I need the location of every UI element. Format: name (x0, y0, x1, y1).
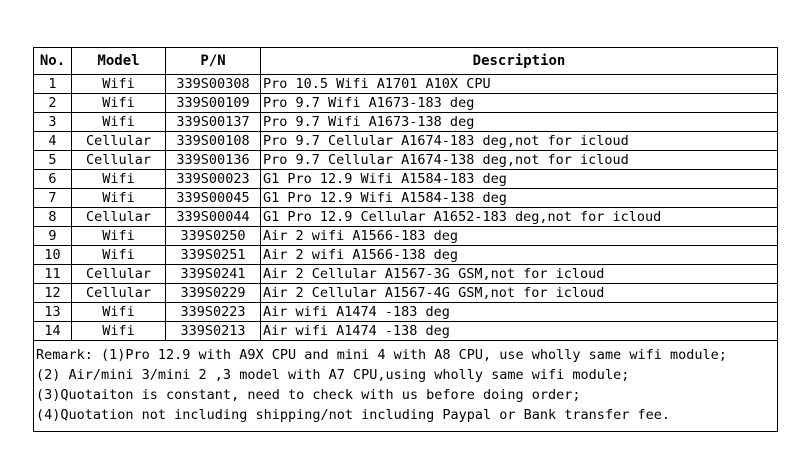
cell-description: G1 Pro 12.9 Wifi A1584-138 deg (261, 189, 778, 208)
parts-table (33, 47, 778, 432)
table-row (34, 75, 778, 94)
cell-model: Wifi (72, 189, 166, 208)
table-row (34, 189, 778, 208)
header-description: Description (261, 48, 778, 75)
cell-description: Pro 9.7 Cellular A1674-138 deg,not for icloud (261, 151, 778, 170)
cell-model: Cellular (72, 208, 166, 227)
remark-line: (3)Quotaiton is constant, need to check with us before doing order; (36, 387, 581, 403)
remark-line: Remark: (1)Pro 12.9 with A9X CPU and mini 4 with A8 CPU, use wholly same wifi module; (36, 347, 727, 363)
cell-description: Pro 10.5 Wifi A1701 A10X CPU (261, 75, 778, 94)
cell-no: 8 (34, 208, 72, 227)
cell-pn: 339S00137 (166, 113, 261, 132)
cell-pn: 339S00023 (166, 170, 261, 189)
table-row (34, 151, 778, 170)
header-no: No. (34, 48, 72, 75)
cell-pn: 339S00108 (166, 132, 261, 151)
cell-model: Wifi (72, 170, 166, 189)
table-row (34, 113, 778, 132)
cell-pn: 339S0229 (166, 284, 261, 303)
remark-line: (2) Air/mini 3/mini 2 ,3 model with A7 CPU,using wholly same wifi module; (36, 367, 630, 383)
cell-model: Cellular (72, 265, 166, 284)
cell-model: Wifi (72, 246, 166, 265)
cell-no: 10 (34, 246, 72, 265)
table-row (34, 284, 778, 303)
cell-pn: 339S00308 (166, 75, 261, 94)
cell-description: Pro 9.7 Wifi A1673-138 deg (261, 113, 778, 132)
cell-no: 5 (34, 151, 72, 170)
table-row (34, 94, 778, 113)
cell-model: Wifi (72, 75, 166, 94)
cell-model: Wifi (72, 227, 166, 246)
cell-no: 1 (34, 75, 72, 94)
cell-pn: 339S0223 (166, 303, 261, 322)
header-pn: P/N (166, 48, 261, 75)
table-row (34, 170, 778, 189)
cell-model: Wifi (72, 113, 166, 132)
cell-no: 3 (34, 113, 72, 132)
cell-description: Air wifi A1474 -138 deg (261, 322, 778, 341)
cell-pn: 339S0241 (166, 265, 261, 284)
cell-pn: 339S00136 (166, 151, 261, 170)
table-row (34, 322, 778, 341)
cell-description: Air wifi A1474 -183 deg (261, 303, 778, 322)
cell-description: Air 2 wifi A1566-183 deg (261, 227, 778, 246)
cell-pn: 339S00044 (166, 208, 261, 227)
cell-model: Cellular (72, 284, 166, 303)
cell-no: 6 (34, 170, 72, 189)
cell-model: Wifi (72, 94, 166, 113)
cell-pn: 339S0213 (166, 322, 261, 341)
cell-description: G1 Pro 12.9 Cellular A1652-183 deg,not for icloud (261, 208, 778, 227)
remark-line: (4)Quotation not including shipping/not including Paypal or Bank transfer fee. (36, 407, 670, 423)
table-row (34, 208, 778, 227)
cell-pn: 339S00109 (166, 94, 261, 113)
table-row (34, 265, 778, 284)
cell-description: Air 2 Cellular A1567-4G GSM,not for icloud (261, 284, 778, 303)
cell-model: Cellular (72, 132, 166, 151)
cell-no: 2 (34, 94, 72, 113)
cell-description: Pro 9.7 Wifi A1673-183 deg (261, 94, 778, 113)
cell-pn: 339S0250 (166, 227, 261, 246)
cell-no: 4 (34, 132, 72, 151)
cell-model: Cellular (72, 151, 166, 170)
cell-pn: 339S00045 (166, 189, 261, 208)
header-row (34, 48, 778, 75)
cell-description: Air 2 Cellular A1567-3G GSM,not for icloud (261, 265, 778, 284)
cell-model: Wifi (72, 322, 166, 341)
cell-no: 9 (34, 227, 72, 246)
cell-pn: 339S0251 (166, 246, 261, 265)
cell-description: Pro 9.7 Cellular A1674-183 deg,not for icloud (261, 132, 778, 151)
cell-model: Wifi (72, 303, 166, 322)
remarks-row (34, 341, 778, 432)
cell-no: 11 (34, 265, 72, 284)
cell-no: 12 (34, 284, 72, 303)
table-row (34, 246, 778, 265)
table-row (34, 303, 778, 322)
cell-no: 13 (34, 303, 72, 322)
cell-no: 7 (34, 189, 72, 208)
cell-description: G1 Pro 12.9 Wifi A1584-183 deg (261, 170, 778, 189)
header-model: Model (72, 48, 166, 75)
cell-no: 14 (34, 322, 72, 341)
table-row (34, 227, 778, 246)
cell-description: Air 2 wifi A1566-138 deg (261, 246, 778, 265)
table-row (34, 132, 778, 151)
remarks-cell (34, 341, 778, 432)
